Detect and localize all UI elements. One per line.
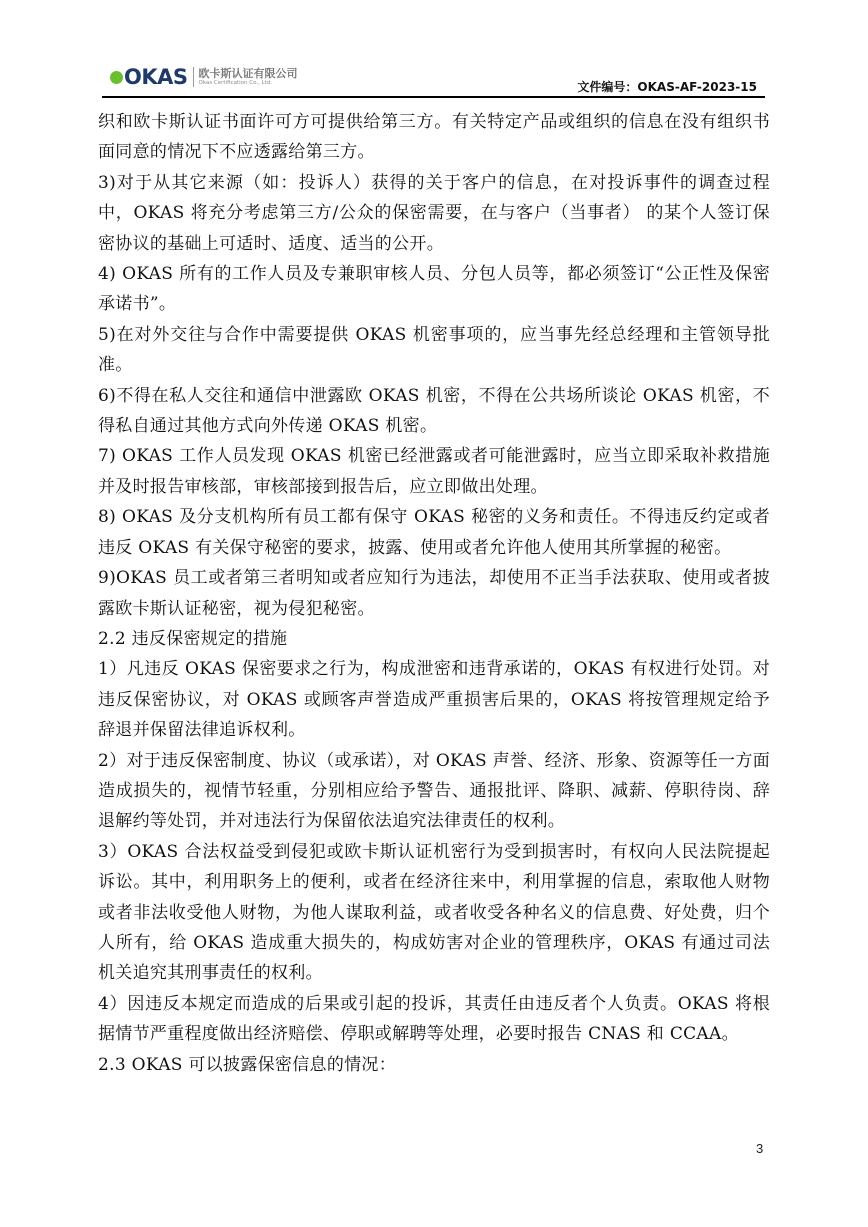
section-heading: 2.2 违反保密规定的措施: [98, 628, 288, 649]
logo-dot-icon: [110, 71, 123, 84]
logo-mark: [110, 65, 188, 89]
company-name-en: Okas Certification Co., Ltd.: [198, 79, 273, 86]
logo-text: [199, 68, 298, 87]
paragraph: 织和欧卡斯认证书面许可方可提供给第三方。有关特定产品或组织的信息在没有组织书面同意的情况下不应透露给第三方。: [98, 112, 770, 163]
company-logo: [110, 62, 298, 92]
section-heading: 2.3 OKAS 可以披露保密信息的情况：: [98, 1054, 397, 1075]
header-divider: [102, 96, 765, 98]
paragraph: 7) OKAS 工作人员发现 OKAS 机密已经泄露或者可能泄露时，应当立即采取补救措施并及时报告审核部，审核部接到报告后，应立即做出处理。: [98, 446, 770, 497]
logo-divider: [193, 67, 194, 87]
page-number: 3: [756, 1141, 764, 1156]
company-name-cn: 欧卡斯认证有限公司: [198, 66, 298, 80]
paragraph: 4）因违反本规定而造成的后果或引起的投诉，其责任由违反者个人负责。OKAS 将根据情节严重程度做出经济赔偿、停职或解聘等处理，必要时报告 CNAS 和 CCAA。: [98, 993, 770, 1045]
paragraph: 4) OKAS 所有的工作人员及专兼职审核人员、分包人员等，都必须签订“公正性及保密承诺书”。: [98, 264, 770, 315]
paragraph: 2）对于违反保密制度、协议（或承诺），对 OKAS 声誉、经济、形象、资源等任一方面造成损失的，视情节轻重，分别相应给予警告、通报批评、降职、减薪、停职待岗、辞退解约等处罚，并对违法行为保留依法追究法律责任的权利。: [98, 750, 770, 832]
document-body: [98, 107, 770, 1080]
logo-mark-text: OKAS: [124, 65, 188, 89]
paragraph: 1）凡违反 OKAS 保密要求之行为，构成泄密和违背承诺的，OKAS 有权进行处罚。对违反保密协议，对 OKAS 或顾客声誉造成严重损害后果的，OKAS 将按管理规定给予辞退并保留法律追诉权利。: [98, 659, 770, 741]
paragraph: 3）OKAS 合法权益受到侵犯或欧卡斯认证机密行为受到损害时，有权向人民法院提起诉讼。其中，利用职务上的便利，或者在经济往来中，利用掌握的信息，索取他人财物或者非法收受他人财物，为他人谋取利益，或者收受各种名义的信息费、好处费，归个人所有，给 OKAS 造成重大损失的，构成妨害对企业的管理秩序，OKAS 有通过司法机关追究其刑事责任的权利。: [98, 841, 770, 984]
paragraph: 9)OKAS 员工或者第三者明知或者应知行为违法，却使用不正当手法获取、使用或者披露欧卡斯认证秘密，视为侵犯秘密。: [98, 568, 770, 619]
paragraph: 8) OKAS 及分支机构所有员工都有保守 OKAS 秘密的义务和责任。不得违反约定或者违反 OKAS 有关保守秘密的要求，披露、使用或者允许他人使用其所掌握的秘密。: [98, 507, 770, 558]
page-header: [102, 58, 765, 98]
paragraph: 3)对于从其它来源（如：投诉人）获得的关于客户的信息，在对投诉事件的调查过程中，OKAS 将充分考虑第三方/公众的保密需要，在与客户（当事者） 的某个人签订保密协议的基础上可适时、适度、适当的公开。: [98, 172, 770, 254]
paragraph: 6)不得在私人交往和通信中泄露欧 OKAS 机密，不得在公共场所谈论 OKAS 机密，不得私自通过其他方式向外传递 OKAS 机密。: [98, 385, 770, 437]
document-number: 文件编号：OKAS-AF-2023-15: [577, 80, 757, 94]
paragraph: 5)在对外交往与合作中需要提供 OKAS 机密事项的，应当事先经总经理和主管领导批准。: [98, 324, 770, 376]
